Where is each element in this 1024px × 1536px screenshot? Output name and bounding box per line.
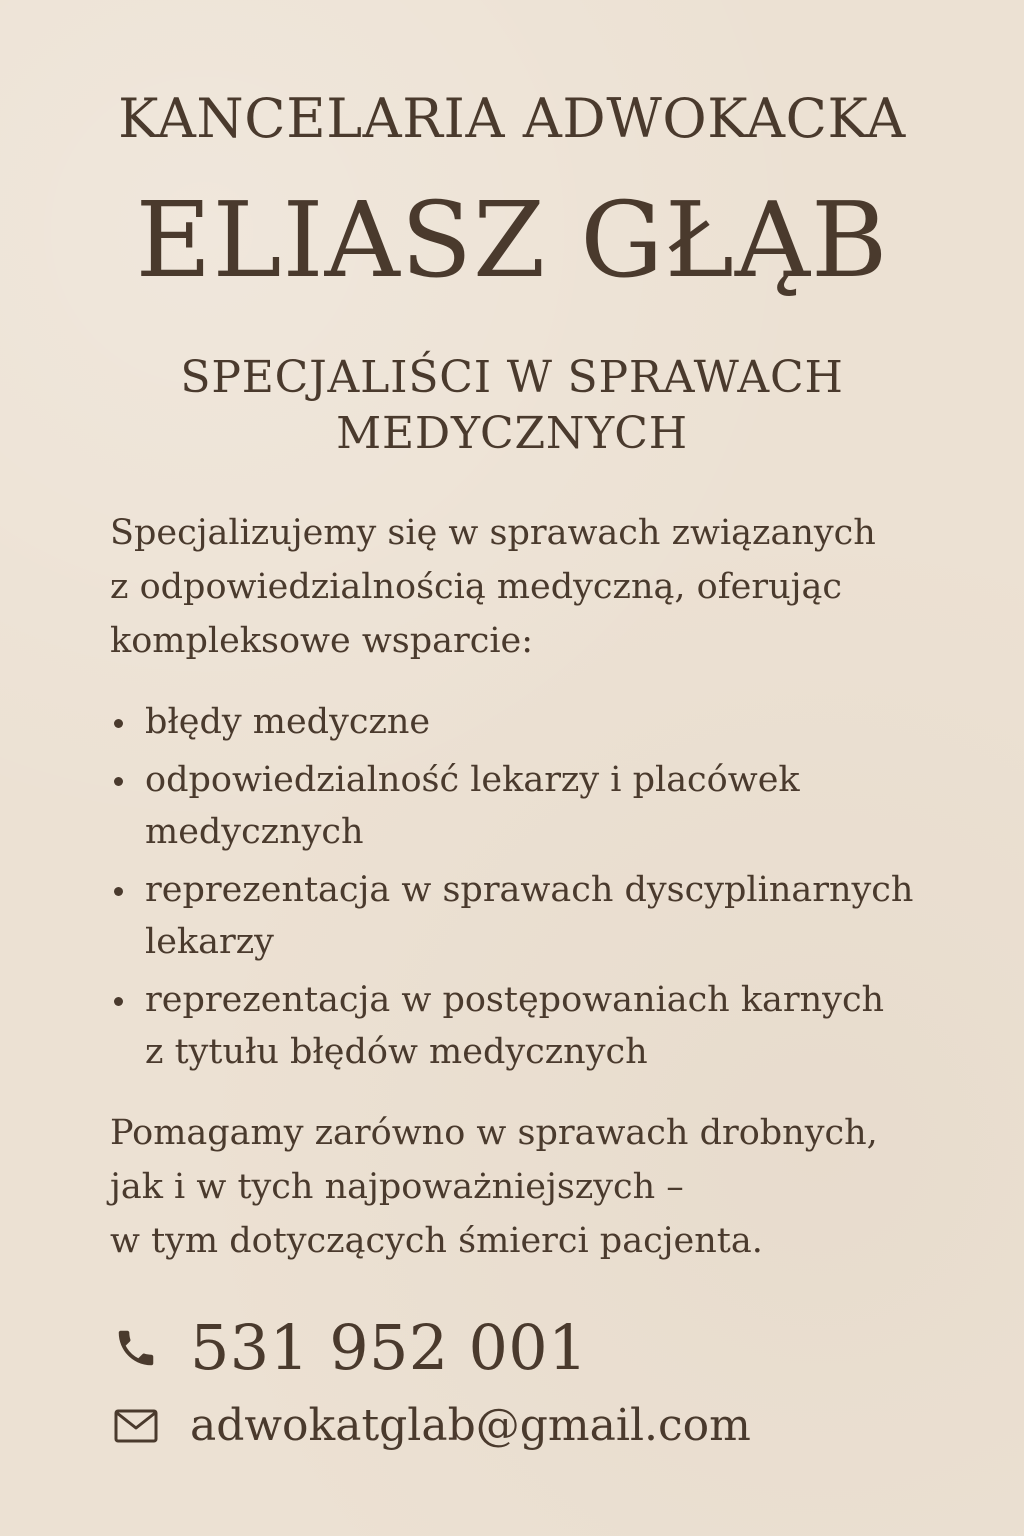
intro-line-2: z odpowiedzialnością medyczną, oferując — [110, 567, 842, 607]
service-item-label: reprezentacja w sprawach dyscyplinarnych — [145, 870, 914, 910]
service-item-label-continuation: z tytułu błędów medycznych — [145, 1032, 648, 1072]
bullet-icon — [114, 777, 123, 786]
specialty-line-2: MEDYCZNYCH — [336, 408, 688, 459]
service-item-medical-errors — [110, 696, 970, 748]
closing-line-1: Pomagamy zarówno w sprawach drobnych, — [110, 1113, 878, 1153]
service-item-label-continuation: lekarzy — [145, 922, 274, 962]
service-item-label: odpowiedzialność lekarzy i placówek — [145, 760, 800, 800]
mail-icon — [110, 1400, 162, 1452]
service-item-liability — [110, 754, 970, 858]
service-item-disciplinary — [110, 864, 970, 968]
specialty-heading — [120, 350, 904, 462]
intro-line-3: kompleksowe wsparcie: — [110, 621, 534, 661]
phone-contact — [110, 1308, 950, 1388]
email-link[interactable]: adwokatglab@gmail.com — [190, 1400, 751, 1451]
services-list — [110, 696, 970, 1078]
bullet-icon — [114, 719, 123, 728]
lawyer-name: ELIASZ GŁĄB — [135, 179, 889, 301]
phone-number[interactable]: 531 952 001 — [190, 1311, 588, 1384]
phone-icon — [110, 1322, 162, 1374]
firm-label: KANCELARIA ADWOKACKA — [118, 87, 906, 150]
intro-line-1: Specjalizujemy się w sprawach związanych — [110, 513, 876, 553]
service-item-criminal — [110, 974, 970, 1078]
service-item-label: błędy medyczne — [145, 702, 431, 742]
service-item-label-continuation: medycznych — [145, 812, 364, 852]
closing-line-2: jak i w tych najpoważniejszych – — [110, 1167, 684, 1207]
closing-line-3: w tym dotyczących śmierci pacjenta. — [110, 1221, 763, 1261]
closing-paragraph — [110, 1106, 940, 1268]
service-item-label: reprezentacja w postępowaniach karnych — [145, 980, 885, 1020]
bullet-icon — [114, 997, 123, 1006]
bullet-icon — [114, 887, 123, 896]
email-contact — [110, 1386, 950, 1466]
specialty-line-1: SPECJALIŚCI W SPRAWACH — [180, 352, 844, 403]
intro-paragraph — [110, 506, 940, 668]
